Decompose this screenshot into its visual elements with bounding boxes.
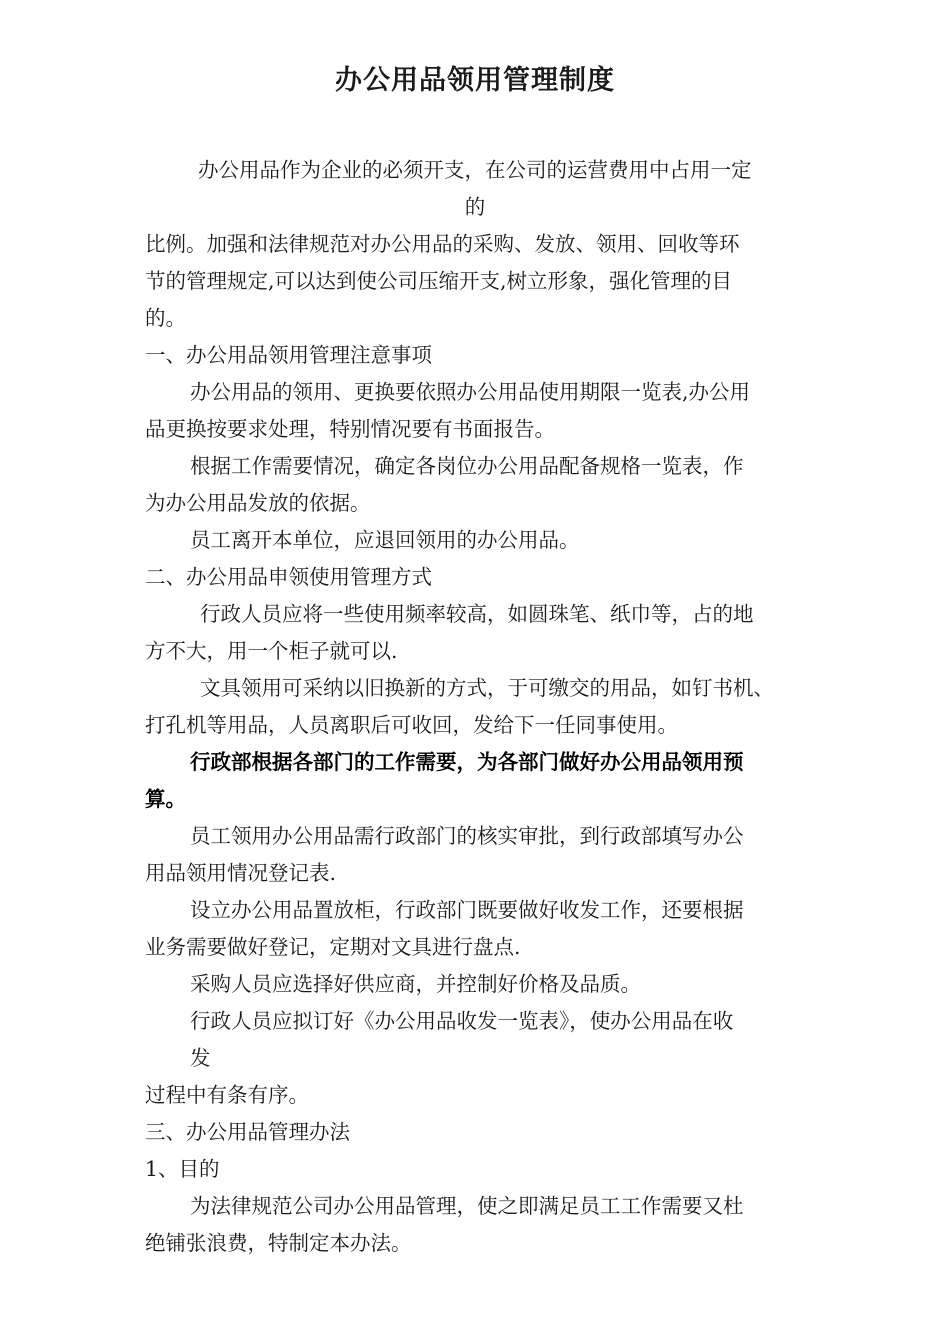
paragraph-line: 员工离开本单位，应退回领用的办公用品。 <box>190 528 580 552</box>
paragraph-line: 设立办公用品置放柜，行政部门既要做好收发工作，还要根据 <box>190 898 744 922</box>
paragraph-line: 采购人员应选择好供应商，并控制好价格及品质。 <box>190 972 641 996</box>
paragraph-line: 节的管理规定,可以达到使公司压缩开支,树立形象，强化管理的目 <box>145 269 733 293</box>
paragraph-line: 比例。加强和法律规范对办公用品的采购、发放、领用、回收等环 <box>145 232 740 256</box>
document-title: 办公用品领用管理制度 <box>335 65 615 96</box>
paragraph-line: 方不大，用一个柜子就可以. <box>145 639 398 663</box>
paragraph-line: 办公用品的领用、更换要依照办公用品使用期限一览表,办公用 <box>190 380 751 404</box>
paragraph-line: 发 <box>190 1046 211 1070</box>
paragraph-line: 的 <box>464 195 486 219</box>
paragraph-line: 绝铺张浪费，特制定本办法。 <box>145 1231 412 1255</box>
paragraph-line: 根据工作需要情况，确定各岗位办公用品配备规格一览表，作 <box>190 454 744 478</box>
paragraph-line: 的。 <box>145 306 186 330</box>
paragraph-line: 打孔机等用品，人员离职后可收回，发给下一任同事使用。 <box>145 713 678 737</box>
paragraph-line: 过程中有条有序。 <box>145 1083 309 1107</box>
paragraph-line: 行政部根据各部门的工作需要，为各部门做好办公用品领用预 <box>190 750 744 774</box>
paragraph-line: 文具领用可采纳以旧换新的方式，于可缴交的用品，如钉书机、 <box>200 676 774 700</box>
section-heading: 一、办公用品领用管理注意事项 <box>145 343 432 367</box>
paragraph-line: 行政人员应将一些使用频率较高，如圆珠笔、纸巾等，占的地 <box>200 602 754 626</box>
section-heading: 二、办公用品申领使用管理方式 <box>145 565 432 589</box>
paragraph-line: 业务需要做好登记，定期对文具进行盘点. <box>145 935 521 959</box>
subsection-heading: 1、目的 <box>145 1157 220 1181</box>
paragraph-line: 为办公用品发放的依据。 <box>145 491 371 515</box>
paragraph-line: 员工领用办公用品需行政部门的核实审批，到行政部填写办公 <box>190 824 744 848</box>
paragraph-line: 行政人员应拟订好《办公用品收发一览表》，使办公用品在收 <box>190 1009 734 1033</box>
paragraph-line: 办公用品作为企业的必须开支，在公司的运营费用中占用一定 <box>198 158 752 182</box>
paragraph-line: 用品领用情况登记表. <box>145 861 337 885</box>
paragraph-line: 为法律规范公司办公用品管理，使之即满足员工工作需要又杜 <box>190 1194 744 1218</box>
section-heading: 三、办公用品管理办法 <box>145 1120 350 1144</box>
paragraph-line: 品更换按要求处理，特别情况要有书面报告。 <box>145 417 555 441</box>
paragraph-line: 算。 <box>145 787 186 811</box>
